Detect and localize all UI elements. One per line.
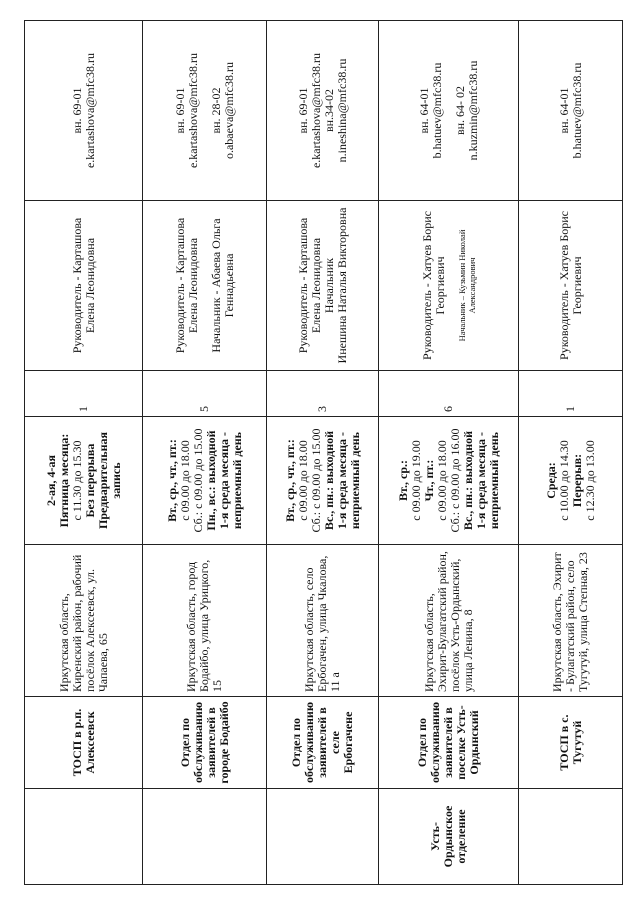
table-row	[143, 21, 267, 885]
office-address: Иркутская область, село Ербогачен, улица Чкалова, 11 а	[267, 545, 379, 697]
office-address: Иркутская область, Киренский район, рабочий посёлок Алексеевск, ул. Чапаева, 65	[25, 545, 143, 697]
branches-table	[24, 20, 623, 885]
department-cell	[143, 789, 267, 885]
contact-info: вн. 69-01 e.kartashova@mfc38.ru вн.34-02 n.ineshina@mfc38.ru	[267, 21, 379, 201]
working-hours: Вт., ср., чт., пт.: с 09.00 до 18.00 Сб.: с 09.00 до 15.00 Вс., пн.: выходной 1-я среда месяца - неприемный день	[267, 417, 379, 545]
windows-count: 5	[143, 371, 267, 417]
table-row	[267, 21, 379, 885]
working-hours: Среда: с 10.00 до 14.30 Перерыв: с 12.30 до 13.00	[519, 417, 623, 545]
contact-info: вн. 64-01 b.hatuev@mfc38.ru вн. 64- 02 n.kuzmin@mfc38.ru	[379, 21, 519, 201]
head-person: Руководитель - Хатуев Борис Георгиевич Начальник – Кузьмин Николай Александрович	[379, 201, 519, 371]
head-person: Руководитель - Карташова Елена Леонидовна Начальник Инешина Наталья Викторовна	[267, 201, 379, 371]
windows-count: 1	[25, 371, 143, 417]
contact-info: вн. 69-01 e.kartashova@mfc38.ru вн. 28-02 o.abaeva@mfc38.ru	[143, 21, 267, 201]
working-hours: Вт., ср., чт., пт.: с 09.00 до 18.00 Сб.: с 09.00 до 15.00 Пн., вс.: выходной 1-я среда месяца - неприемный день	[143, 417, 267, 545]
head-person: Руководитель - Карташова Елена Леонидовна Начальник - Абаева Ольга Геннадьевна	[143, 201, 267, 371]
office-name: ТОСП в с. Тугутуй	[519, 697, 623, 789]
department-cell	[519, 789, 623, 885]
department-cell	[267, 789, 379, 885]
contact-info: вн. 69-01 e.kartashova@mfc38.ru	[25, 21, 143, 201]
table-row	[519, 21, 623, 885]
office-address: Иркутская область, Эхирит - Булагатский район, село Тугутуй, улица Степная, 23	[519, 545, 623, 697]
windows-count: 6	[379, 371, 519, 417]
table-row	[25, 21, 143, 885]
contact-info: вн. 64-01 b.hatuev@mfc38.ru	[519, 21, 623, 201]
office-name: ТОСП в р.п. Алексеевск	[25, 697, 143, 789]
working-hours: Вт., ср.: с 09.00 до 19.00 Чт., пт.: с 09.00 до 18.00 Сб.: с 09.00 до 16.00 Вс., пн.: выходной 1-я среда месяца - неприемный день	[379, 417, 519, 545]
department-cell	[25, 789, 143, 885]
office-name: Отдел по обслуживанию заявителей в поселке Усть-Ордынский	[379, 697, 519, 789]
office-name: Отдел по обслуживанию заявителей в селе Ербогачене	[267, 697, 379, 789]
head-person: Руководитель - Хатуев Борис Георгиевич	[519, 201, 623, 371]
head-person: Руководитель - Карташова Елена Леонидовна	[25, 201, 143, 371]
office-address: Иркутская область, город Бодайбо, улица Урицкого, 15	[143, 545, 267, 697]
department-cell: Усть-Ордынское отделение	[379, 789, 519, 885]
working-hours: 2-ая, 4-ая Пятница месяца: с 11.30 до 15.30 Без перерыва Предварительная запись	[25, 417, 143, 545]
windows-count: 1	[519, 371, 623, 417]
office-name: Отдел по обслуживанию заявителей в городе Бодайбо	[143, 697, 267, 789]
table-row	[379, 21, 519, 885]
windows-count: 3	[267, 371, 379, 417]
office-address: Иркутская область, Эхирит-Булагатский район, посёлок Усть-Ордынский, улица Ленина, 8	[379, 545, 519, 697]
